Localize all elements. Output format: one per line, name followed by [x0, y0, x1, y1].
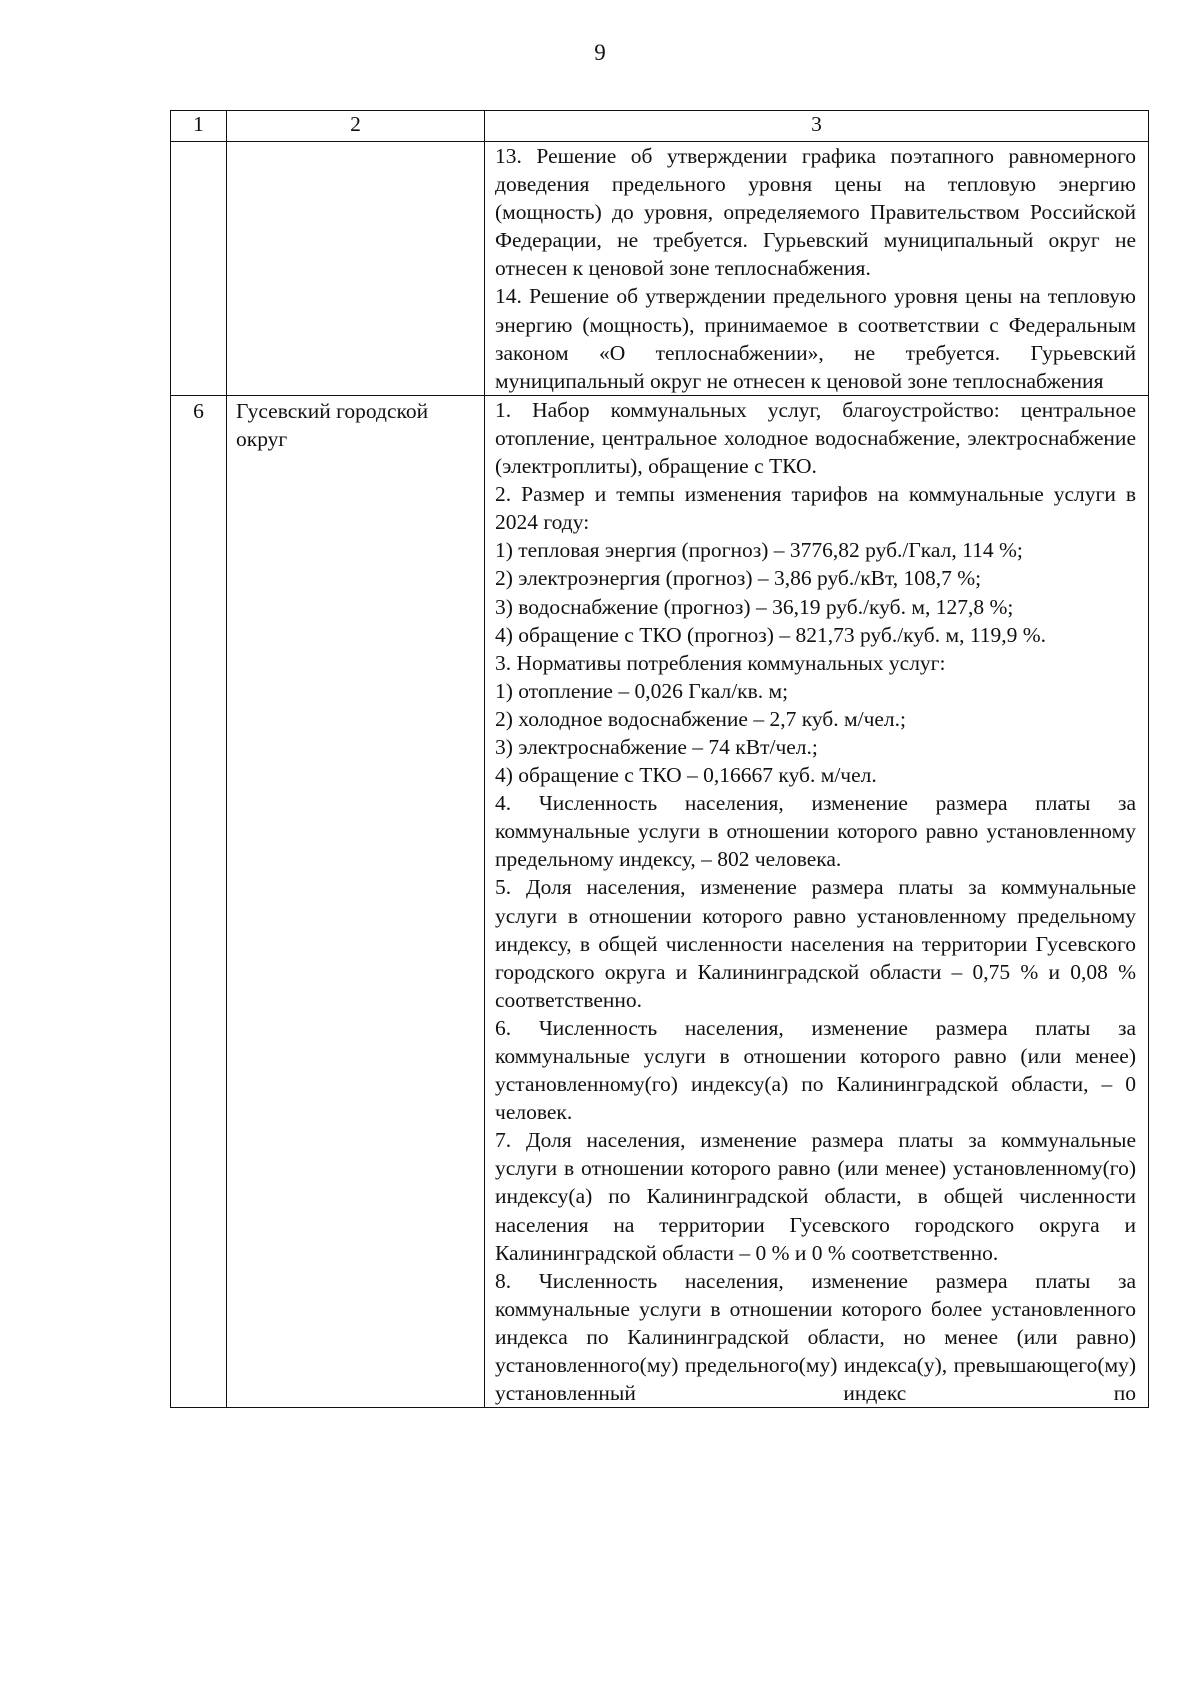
paragraph-4: 4. Численность населения, изменение размера платы за коммунальные услуги в отношении которого равно установленному предельному индексу, – 802 человека.: [495, 791, 1136, 872]
header-cell-2: 2: [227, 111, 485, 142]
paragraph-2-item-3: 3) водоснабжение (прогноз) – 36,19 руб./куб. м, 127,8 %;: [495, 594, 1014, 619]
paragraph-5: 5. Доля населения, изменение размера платы за коммунальные услуги в отношении которого равно установленному предельному индексу, в общей численности населения на территории Гусевского городского округа и Калининградской области – 0,75 % и 0,08 % соответственно.: [495, 875, 1136, 1012]
paragraph-6: 6. Численность населения, изменение размера платы за коммунальные услуги в отношении которого равно (или менее) установленному(го) индексу(а) по Калининградской области, – 0 человек.: [495, 1015, 1136, 1125]
municipality-name-cell: Гусевский городской округ: [227, 395, 485, 1407]
header-cell-1: 1: [171, 111, 227, 142]
paragraph-7: 7. Доля населения, изменение размера платы за коммунальные услуги в отношении которого равно (или менее) установленному(го) индексу(а) по Калининградской области, в общей численности населения на территории Гусевского городского округа и Калининградской области – 0 % и 0 % соответственно.: [495, 1128, 1136, 1265]
municipality-name-cell: [227, 142, 485, 396]
description-cell: [485, 395, 1149, 1407]
paragraph-13: 13. Решение об утверждении графика поэтапного равномерного доведения предельного уровня цены на тепловую энергию (мощность) до уровня, определяемого Правительством Российской Федерации, не требуется. Гурьевский муниципальный округ не отнесен к ценовой зоне теплоснабжения.: [495, 144, 1136, 281]
row-number-cell: 6: [171, 395, 227, 1407]
tariff-table: [170, 110, 1149, 1408]
paragraph-14: 14. Решение об утверждении предельного уровня цены на тепловую энергию (мощность), принимаемое в соответствии с Федеральным законом «О теплоснабжении», не требуется. Гурьевский муниципальный округ не отнесен к ценовой зоне теплоснабжения: [495, 284, 1136, 393]
paragraph-2-item-4: 4) обращение с ТКО (прогноз) – 821,73 руб./куб. м, 119,9 %.: [495, 622, 1047, 647]
page-number: 9: [594, 40, 606, 65]
paragraph-2: 2. Размер и темпы изменения тарифов на коммунальные услуги в 2024 году:: [495, 482, 1136, 535]
table-header-row: [171, 111, 1149, 142]
paragraph-3: 3. Нормативы потребления коммунальных услуг:: [495, 650, 946, 675]
paragraph-3-item-4: 4) обращение с ТКО – 0,16667 куб. м/чел.: [495, 763, 877, 788]
paragraph-1: 1. Набор коммунальных услуг, благоустройство: центральное отопление, центральное холодное водоснабжение, электроснабжение (электроплиты), обращение с ТКО.: [495, 397, 1136, 479]
paragraph-3-item-3: 3) электроснабжение – 74 кВт/чел.;: [495, 734, 818, 759]
table-row-continuation: [171, 142, 1149, 396]
table-row-6: [171, 395, 1149, 1407]
header-cell-3: 3: [485, 111, 1149, 142]
paragraph-8: 8. Численность населения, изменение размера платы за коммунальные услуги в отношении которого более установленного индекса по Калининградской области, но менее (или равно) установленного(му) предельного(му) индекса(у), превышающего(му) установленный индекс по: [495, 1268, 1136, 1406]
paragraph-2-item-1: 1) тепловая энергия (прогноз) – 3776,82 руб./Гкал, 114 %;: [495, 538, 1023, 563]
description-cell: [485, 142, 1149, 396]
row-number-cell: [171, 142, 227, 396]
paragraph-2-item-2: 2) электроэнергия (прогноз) – 3,86 руб./кВт, 108,7 %;: [495, 566, 982, 591]
paragraph-3-item-1: 1) отопление – 0,026 Гкал/кв. м;: [495, 678, 789, 703]
paragraph-3-item-2: 2) холодное водоснабжение – 2,7 куб. м/чел.;: [495, 706, 906, 731]
